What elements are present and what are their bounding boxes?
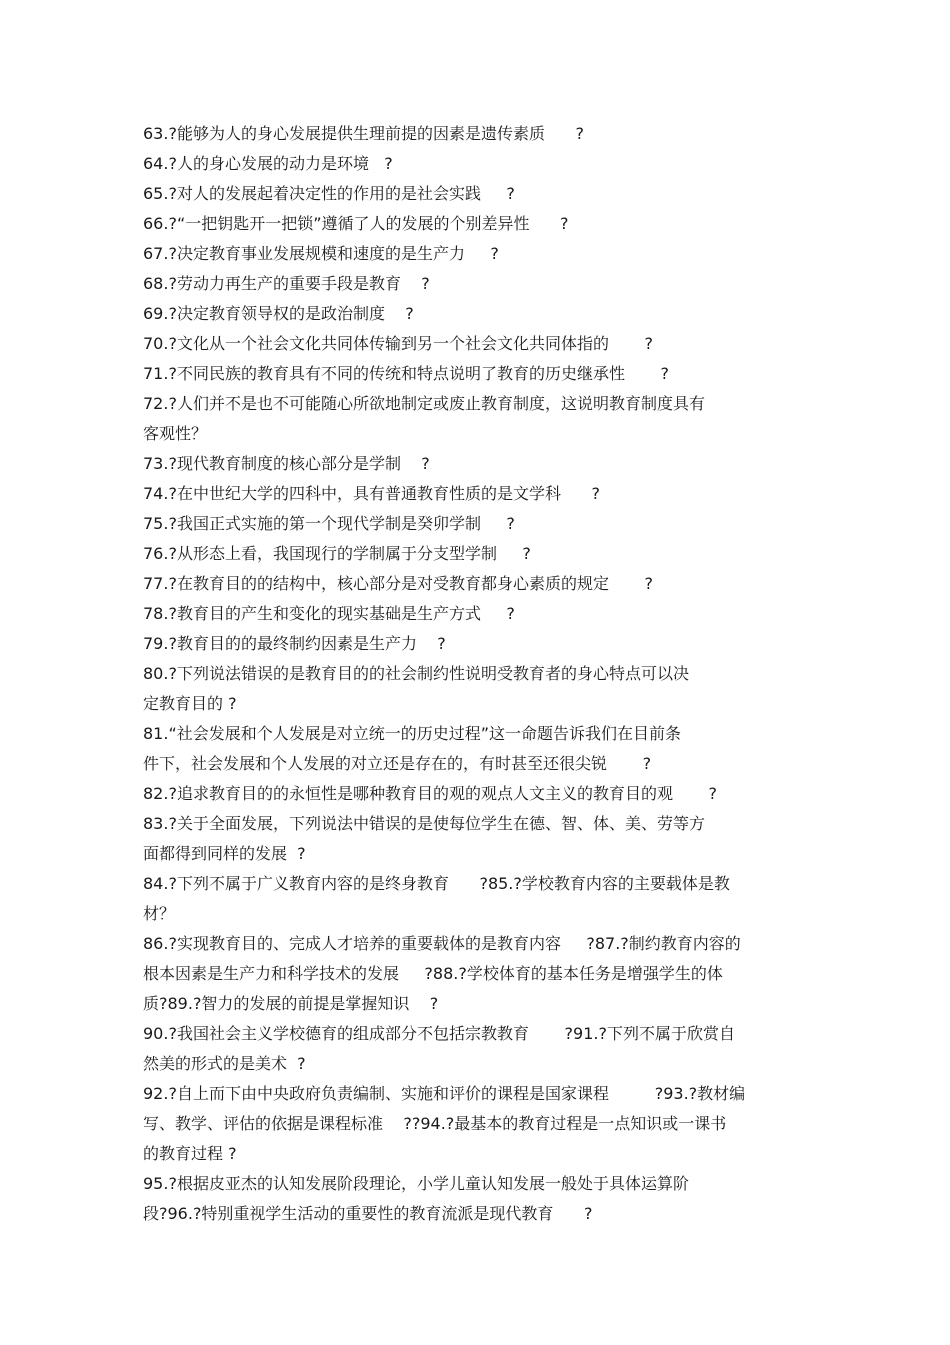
text-line: 86.?实现教育目的、完成人才培养的重要载体的是教育内容 ?87.?制约教育内容的 [143, 934, 741, 953]
text-line: 的教育过程 ? [143, 1144, 237, 1163]
text-line: 73.?现代教育制度的核心部分是学制 ? [143, 454, 430, 473]
text-line: 70.?文化从一个社会文化共同体传输到另一个社会文化共同体指的 ? [143, 334, 654, 353]
text-line: 69.?决定教育领导权的是政治制度 ? [143, 304, 414, 323]
text-line: 质?89.?智力的发展的前提是掌握知识 ? [143, 994, 439, 1013]
text-line: 客观性？ [143, 424, 208, 443]
text-line: 95.?根据皮亚杰的认知发展阶段理论，小学儿童认知发展一般处于具体运算阶 [143, 1174, 689, 1193]
text-line: 92.?自上而下由中央政府负责编制、实施和评价的课程是国家课程 ?93.?教材编 [143, 1084, 746, 1103]
text-line: 78.?教育目的产生和变化的现实基础是生产方式 ? [143, 604, 515, 623]
text-line: 83.?关于全面发展，下列说法中错误的是使每位学生在德、智、体、美、劳等方 [143, 814, 705, 833]
text-line: 64.?人的身心发展的动力是环境 ? [143, 154, 393, 173]
text-line: 写、教学、评估的依据是课程标准 ??94.?最基本的教育过程是一点知识或一课书 [143, 1114, 727, 1133]
text-line: 63.?能够为人的身心发展提供生理前提的因素是遗传素质 ? [143, 124, 584, 143]
text-line: 74.?在中世纪大学的四科中，具有普通教育性质的是文学科 ? [143, 484, 600, 503]
text-line: 然美的形式的是美术 ? [143, 1054, 306, 1073]
text-line: 65.?对人的发展起着决定性的作用的是社会实践 ? [143, 184, 515, 203]
text-line: 67.?决定教育事业发展规模和速度的是生产力 ? [143, 244, 499, 263]
document-body [143, 119, 823, 1229]
text-line: 根本因素是生产力和科学技术的发展 ?88.?学校体育的基本任务是增强学生的体 [143, 964, 723, 983]
text-line: 77.?在教育目的的结构中，核心部分是对受教育都身心素质的规定 ? [143, 574, 654, 593]
text-line: 81.“社会发展和个人发展是对立统一的历史过程”这一命题告诉我们在目前条 [143, 724, 682, 743]
text-line: 定教育目的 ? [143, 694, 237, 713]
text-line: 66.?“一把钥匙开一把锁”遵循了人的发展的个别差异性 ? [143, 214, 569, 233]
text-line: 90.?我国社会主义学校德育的组成部分不包括宗教教育 ?91.?下列不属于欣赏自 [143, 1024, 735, 1043]
text-line: 段?96.?特别重视学生活动的重要性的教育流派是现代教育 ? [143, 1204, 593, 1223]
text-line: 材？ [143, 904, 176, 923]
text-line: 84.?下列不属于广义教育内容的是终身教育 ?85.?学校教育内容的主要载体是教 [143, 874, 730, 893]
text-line: 71.?不同民族的教育具有不同的传统和特点说明了教育的历史继承性 ? [143, 364, 670, 383]
text-line: 82.?追求教育目的的永恒性是哪种教育目的观的观点人文主义的教育目的观 ? [143, 784, 718, 803]
text-line: 72.?人们并不是也不可能随心所欲地制定或废止教育制度，这说明教育制度具有 [143, 394, 705, 413]
text-line: 76.?从形态上看，我国现行的学制属于分支型学制 ? [143, 544, 531, 563]
text-line: 79.?教育目的的最终制约因素是生产力 ? [143, 634, 446, 653]
text-line: 80.?下列说法错误的是教育目的的社会制约性说明受教育者的身心特点可以决 [143, 664, 689, 683]
text-line: 件下，社会发展和个人发展的对立还是存在的，有时甚至还很尖锐 ? [143, 754, 652, 773]
text-line: 68.?劳动力再生产的重要手段是教育 ? [143, 274, 430, 293]
text-line: 75.?我国正式实施的第一个现代学制是癸卯学制 ? [143, 514, 515, 533]
text-line: 面都得到同样的发展 ? [143, 844, 306, 863]
